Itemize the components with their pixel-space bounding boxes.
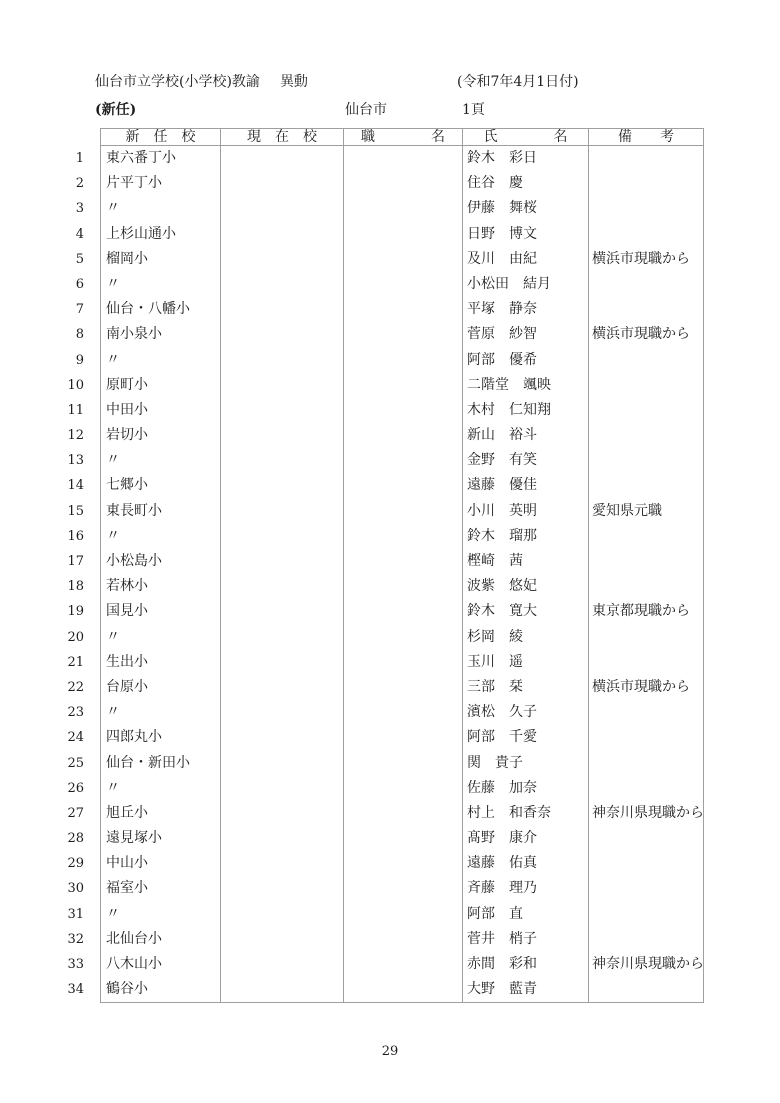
city-label: 仙台市: [345, 102, 387, 118]
cell-name: 玉川 遥: [463, 650, 589, 675]
cell-remarks: [589, 272, 703, 297]
cell-job-title: [344, 574, 463, 599]
cell-name: 遠藤 佑真: [463, 851, 589, 876]
cell-remarks: 横浜市現職から: [592, 678, 690, 695]
table-row: [101, 851, 703, 876]
cell-remarks: [589, 625, 703, 650]
cell-job-title: [344, 902, 463, 927]
cell-name: 平塚 静奈: [463, 297, 589, 322]
table-row: [101, 675, 703, 700]
cell-job-title: [344, 448, 463, 473]
cell-name: 杉岡 綾: [463, 625, 589, 650]
cell-job-title: [344, 801, 463, 826]
cell-new-school: 〃: [101, 625, 221, 650]
table-row: [101, 776, 703, 801]
cell-name: 伊藤 舞桜: [463, 196, 589, 221]
header-job-title: 職 名: [344, 129, 463, 145]
cell-new-school: 東六番丁小: [101, 146, 221, 171]
table-row: [101, 549, 703, 574]
cell-new-school: 東長町小: [101, 499, 221, 524]
cell-job-title: [344, 373, 463, 398]
row-number: 13: [67, 453, 84, 469]
cell-current-school: [221, 851, 344, 876]
cell-remarks: [589, 826, 703, 851]
cell-name: 阿部 優希: [463, 348, 589, 373]
cell-current-school: [221, 448, 344, 473]
effective-date: (令和7年4月1日付): [457, 74, 579, 90]
cell-remarks: [589, 423, 703, 448]
row-number: 31: [67, 906, 84, 922]
row-number: 15: [67, 503, 84, 519]
cell-job-title: [344, 977, 463, 1002]
cell-new-school: 〃: [101, 700, 221, 725]
row-number: 14: [67, 478, 84, 494]
cell-remarks: [589, 297, 703, 322]
cell-current-school: [221, 977, 344, 1002]
cell-new-school: 〃: [101, 196, 221, 221]
table-row: [101, 222, 703, 247]
cell-job-title: [344, 524, 463, 549]
cell-current-school: [221, 927, 344, 952]
cell-name: 鈴木 寛大: [463, 599, 589, 624]
cell-remarks: 愛知県元職: [592, 502, 662, 519]
row-number: 19: [67, 604, 84, 620]
transfer-table-area: [56, 128, 704, 1003]
row-number: 20: [67, 629, 84, 645]
cell-new-school: 片平丁小: [101, 171, 221, 196]
table-header-row: [101, 129, 703, 146]
cell-name: 小松田 結月: [463, 272, 589, 297]
document-action: 異動: [279, 74, 308, 90]
table-row: [101, 146, 703, 171]
cell-remarks: [589, 549, 703, 574]
cell-job-title: [344, 650, 463, 675]
cell-current-school: [221, 599, 344, 624]
cell-job-title: [344, 725, 463, 750]
row-number: 25: [67, 755, 84, 771]
cell-new-school: 北仙台小: [101, 927, 221, 952]
cell-name: 菅井 梢子: [463, 927, 589, 952]
row-number: 18: [67, 579, 84, 595]
cell-job-title: [344, 927, 463, 952]
cell-new-school: 台原小: [101, 675, 221, 700]
cell-new-school: 〃: [101, 348, 221, 373]
cell-remarks: 横浜市現職から: [592, 250, 690, 267]
cell-job-title: [344, 247, 463, 272]
header-current-school: 現 在 校: [221, 129, 344, 145]
cell-remarks: [589, 574, 703, 599]
table-row: [101, 297, 703, 322]
cell-current-school: [221, 373, 344, 398]
table-row: [101, 473, 703, 498]
cell-new-school: 上杉山通小: [101, 222, 221, 247]
cell-remarks: [589, 902, 703, 927]
cell-name: 三部 栞: [463, 675, 589, 700]
cell-name: 阿部 直: [463, 902, 589, 927]
cell-current-school: [221, 247, 344, 272]
cell-current-school: [221, 524, 344, 549]
table-row: [101, 650, 703, 675]
table-row: [101, 952, 703, 977]
table-row: [101, 398, 703, 423]
cell-current-school: [221, 902, 344, 927]
table-row: [101, 801, 703, 826]
cell-name: 髙野 康介: [463, 826, 589, 851]
cell-name: 遠藤 優佳: [463, 473, 589, 498]
cell-remarks: [589, 348, 703, 373]
table-row: [101, 876, 703, 901]
row-number: 5: [75, 251, 84, 267]
sheet-page-label: 1頁: [462, 102, 485, 118]
row-number: 26: [67, 780, 84, 796]
cell-name: 佐藤 加奈: [463, 776, 589, 801]
header-name: 氏 名: [463, 129, 589, 145]
cell-new-school: 榴岡小: [101, 247, 221, 272]
row-number-column: [56, 146, 84, 1002]
cell-new-school: 〃: [101, 902, 221, 927]
cell-new-school: 小松島小: [101, 549, 221, 574]
cell-current-school: [221, 876, 344, 901]
row-number: 12: [67, 428, 84, 444]
cell-remarks: [589, 650, 703, 675]
cell-current-school: [221, 650, 344, 675]
cell-remarks: [589, 776, 703, 801]
cell-new-school: 生出小: [101, 650, 221, 675]
cell-name: 新山 裕斗: [463, 423, 589, 448]
table-row: [101, 725, 703, 750]
cell-new-school: 四郎丸小: [101, 725, 221, 750]
cell-current-school: [221, 222, 344, 247]
cell-new-school: 福室小: [101, 876, 221, 901]
cell-job-title: [344, 549, 463, 574]
cell-job-title: [344, 952, 463, 977]
cell-name: 阿部 千愛: [463, 725, 589, 750]
cell-new-school: 〃: [101, 448, 221, 473]
cell-remarks: [589, 171, 703, 196]
table-row: [101, 196, 703, 221]
cell-job-title: [344, 272, 463, 297]
cell-new-school: 原町小: [101, 373, 221, 398]
cell-name: 大野 藍青: [463, 977, 589, 1002]
row-number: 17: [67, 554, 84, 569]
cell-current-school: [221, 423, 344, 448]
cell-remarks: [589, 448, 703, 473]
cell-current-school: [221, 272, 344, 297]
cell-job-title: [344, 499, 463, 524]
cell-remarks: [589, 927, 703, 952]
cell-current-school: [221, 801, 344, 826]
cell-new-school: 〃: [101, 272, 221, 297]
row-number: 10: [67, 377, 84, 393]
cell-remarks: [589, 851, 703, 876]
table-row: [101, 751, 703, 776]
row-number: 16: [67, 528, 84, 544]
cell-job-title: [344, 297, 463, 322]
cell-current-school: [221, 751, 344, 776]
cell-name: 及川 由紀: [463, 247, 589, 272]
cell-name: 斉藤 理乃: [463, 876, 589, 901]
cell-job-title: [344, 196, 463, 221]
cell-new-school: 中田小: [101, 398, 221, 423]
cell-job-title: [344, 348, 463, 373]
cell-new-school: 岩切小: [101, 423, 221, 448]
document-header-line2: [95, 99, 715, 119]
cell-job-title: [344, 776, 463, 801]
cell-remarks: [589, 146, 703, 171]
table-body: [101, 146, 703, 1002]
row-number: 28: [67, 831, 84, 847]
cell-new-school: 〃: [101, 776, 221, 801]
cell-name: 二階堂 颯映: [463, 373, 589, 398]
row-number: 6: [75, 276, 84, 292]
cell-job-title: [344, 146, 463, 171]
table-row: [101, 927, 703, 952]
table-row: [101, 700, 703, 725]
row-number: 7: [75, 302, 84, 318]
cell-new-school: 国見小: [101, 599, 221, 624]
cell-new-school: 中山小: [101, 851, 221, 876]
cell-remarks: [589, 524, 703, 549]
cell-name: 赤間 彩和: [463, 952, 589, 977]
cell-name: 波紫 悠妃: [463, 574, 589, 599]
cell-remarks: 東京都現職から: [592, 603, 690, 620]
cell-job-title: [344, 599, 463, 624]
cell-job-title: [344, 751, 463, 776]
cell-name: 樫崎 茜: [463, 549, 589, 574]
footer-page-number: 29: [381, 1044, 399, 1059]
table-row: [101, 499, 703, 524]
row-number: 4: [75, 226, 84, 242]
cell-remarks: 横浜市現職から: [592, 326, 690, 343]
cell-new-school: 仙台・新田小: [101, 751, 221, 776]
category-label: (新任): [95, 102, 137, 118]
row-number: 1: [75, 151, 84, 166]
row-number: 11: [67, 402, 84, 418]
cell-current-school: [221, 398, 344, 423]
table-row: [101, 977, 703, 1002]
header-remarks: 備 考: [618, 129, 674, 145]
cell-job-title: [344, 675, 463, 700]
row-number: 21: [67, 654, 84, 670]
cell-name: 木村 仁知翔: [463, 398, 589, 423]
cell-name: 鈴木 瑠那: [463, 524, 589, 549]
cell-job-title: [344, 826, 463, 851]
cell-new-school: 鶴谷小: [101, 977, 221, 1002]
cell-remarks: [589, 196, 703, 221]
cell-new-school: 仙台・八幡小: [101, 297, 221, 322]
row-number: 29: [67, 856, 84, 872]
cell-remarks: [589, 876, 703, 901]
cell-new-school: 南小泉小: [101, 322, 221, 347]
table-row: [101, 373, 703, 398]
cell-current-school: [221, 952, 344, 977]
cell-remarks: [589, 473, 703, 498]
row-number: 33: [67, 957, 84, 972]
cell-remarks: 神奈川県現職から: [592, 804, 704, 821]
cell-current-school: [221, 171, 344, 196]
table-row: [101, 348, 703, 373]
cell-remarks: 神奈川県現職から: [592, 956, 704, 972]
cell-remarks: [589, 398, 703, 423]
table-row: [101, 272, 703, 297]
table-row: [101, 423, 703, 448]
cell-remarks: [589, 222, 703, 247]
cell-job-title: [344, 876, 463, 901]
cell-current-school: [221, 322, 344, 347]
cell-new-school: 〃: [101, 524, 221, 549]
cell-job-title: [344, 398, 463, 423]
cell-current-school: [221, 196, 344, 221]
row-number: 3: [75, 201, 84, 217]
cell-new-school: 八木山小: [101, 952, 221, 977]
cell-job-title: [344, 322, 463, 347]
table-row: [101, 171, 703, 196]
cell-remarks: [589, 373, 703, 398]
table-row: [101, 574, 703, 599]
row-number: 8: [75, 327, 84, 343]
cell-remarks: [589, 977, 703, 1002]
cell-new-school: 若林小: [101, 574, 221, 599]
cell-new-school: 七郷小: [101, 473, 221, 498]
cell-remarks: [589, 725, 703, 750]
cell-job-title: [344, 473, 463, 498]
cell-job-title: [344, 625, 463, 650]
cell-current-school: [221, 473, 344, 498]
cell-current-school: [221, 675, 344, 700]
cell-new-school: 旭丘小: [101, 801, 221, 826]
cell-job-title: [344, 700, 463, 725]
cell-name: 濱松 久子: [463, 700, 589, 725]
row-number: 30: [67, 881, 84, 897]
cell-current-school: [221, 146, 344, 171]
table-row: [101, 599, 703, 624]
transfer-table: [100, 128, 704, 1003]
cell-name: 日野 博文: [463, 222, 589, 247]
cell-current-school: [221, 549, 344, 574]
cell-name: 鈴木 彩日: [463, 146, 589, 171]
row-number: 9: [75, 352, 84, 368]
cell-name: 関 貴子: [463, 751, 589, 776]
row-number: 27: [67, 805, 84, 821]
cell-current-school: [221, 574, 344, 599]
table-row: [101, 448, 703, 473]
cell-job-title: [344, 222, 463, 247]
table-row: [101, 524, 703, 549]
table-row: [101, 902, 703, 927]
row-number: 32: [67, 931, 84, 947]
table-row: [101, 826, 703, 851]
cell-name: 菅原 紗智: [463, 322, 589, 347]
cell-remarks: [589, 751, 703, 776]
table-row: [101, 625, 703, 650]
cell-current-school: [221, 499, 344, 524]
row-number: 23: [67, 705, 84, 721]
row-number: 2: [75, 176, 84, 192]
cell-name: 住谷 慶: [463, 171, 589, 196]
cell-job-title: [344, 423, 463, 448]
cell-current-school: [221, 826, 344, 851]
cell-current-school: [221, 625, 344, 650]
document-title: 仙台市立学校(小学校)教諭: [95, 74, 260, 90]
document-header-line1: [95, 71, 715, 91]
table-row: [101, 247, 703, 272]
cell-current-school: [221, 700, 344, 725]
cell-name: 村上 和香奈: [463, 801, 589, 826]
cell-current-school: [221, 776, 344, 801]
table-row: [101, 322, 703, 347]
row-number: 24: [67, 730, 84, 746]
cell-remarks: [589, 700, 703, 725]
row-number: 22: [67, 679, 84, 695]
cell-new-school: 遠見塚小: [101, 826, 221, 851]
cell-job-title: [344, 851, 463, 876]
cell-current-school: [221, 725, 344, 750]
cell-job-title: [344, 171, 463, 196]
cell-name: 小川 英明: [463, 499, 589, 524]
row-number: 34: [67, 982, 84, 998]
header-new-school: 新 任 校: [101, 129, 221, 145]
cell-current-school: [221, 297, 344, 322]
cell-name: 金野 有笑: [463, 448, 589, 473]
cell-current-school: [221, 348, 344, 373]
